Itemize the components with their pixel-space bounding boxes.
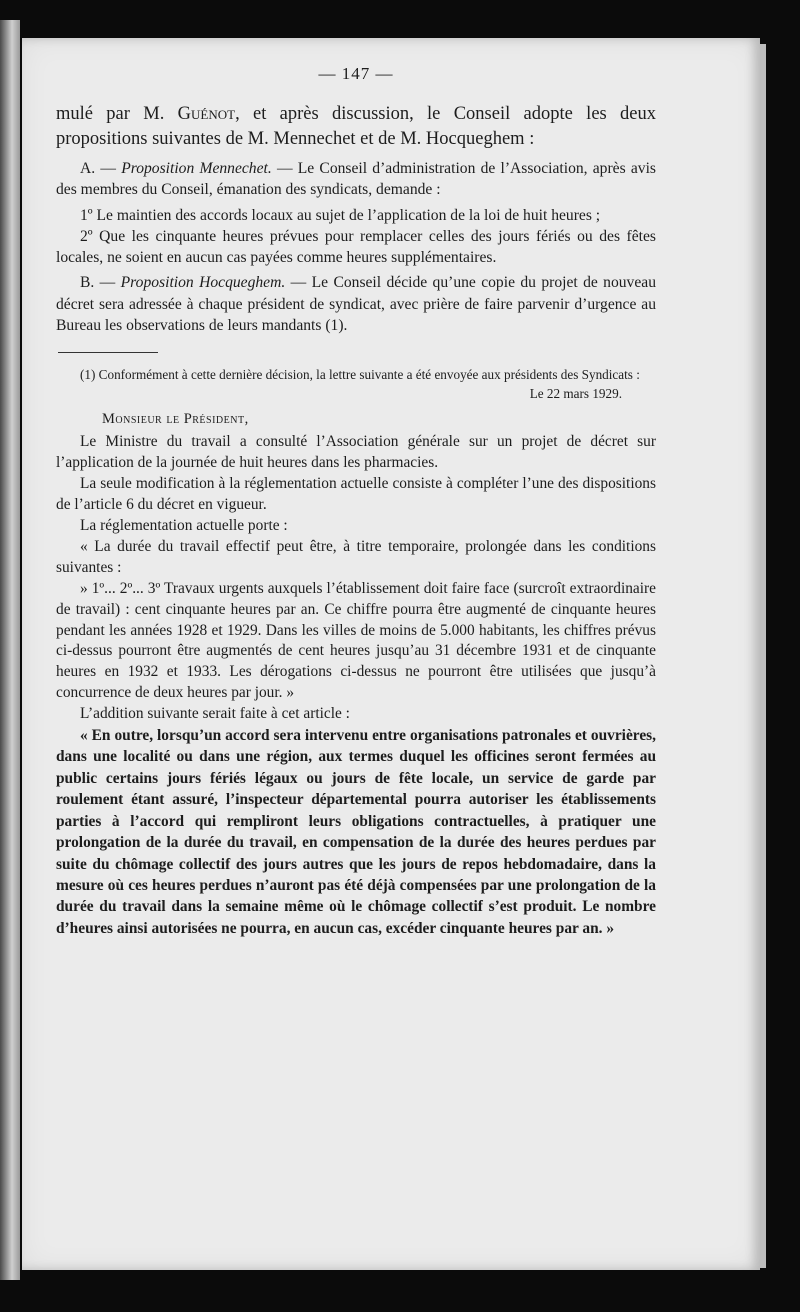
intro-text-2: , et après discussion, le Conseil adopte les deux propositions suivantes de M. Mennechet et de M. Hocqueghem :: [56, 104, 657, 149]
intro-paragraph: [56, 102, 656, 152]
proposition-a: [56, 158, 656, 201]
page-edge-shadow: [760, 44, 766, 1268]
footnote-text: (1) Conformément à cette dernière décision, la lettre suivante a été envoyée aux présidents des Syndicats :: [80, 367, 640, 383]
demand-2: 2º Que les cinquante heures prévues pour remplacer celles des jours fériés ou des fêtes locales, ne soient en aucun cas payées comme heures supplémentaires.: [56, 227, 656, 267]
proposition-b-text: — Le Conseil décide qu’une copie du projet de nouveau décret sera adressée à chaque président de syndicat, avec prière de faire parvenir d’urgence au Bureau les observations de leurs mandants (1).: [56, 274, 656, 335]
letter-paragraph-2: La seule modification à la réglementation actuelle consiste à compléter l’une des dispositions de l’article 6 du décret en vigueur.: [56, 475, 656, 514]
letter-paragraph-3: La réglementation actuelle porte :: [80, 517, 288, 534]
adjacent-page-edge: [0, 20, 20, 1280]
footnote-separator: [58, 352, 158, 353]
intro-text-1: mulé par M.: [56, 104, 178, 124]
page-content: [56, 64, 656, 939]
letter-paragraph-1: Le Ministre du travail a consulté l’Association générale sur un projet de décret sur l’application de la journée de huit heures dans les pharmacies.: [56, 433, 656, 472]
letter-salutation: Monsieur le Président,: [102, 411, 249, 428]
proposition-b: [56, 272, 656, 336]
proposition-a-text: — Le Conseil d’administration de l’Association, après avis des membres du Conseil, émanation des syndicats, demande :: [56, 160, 656, 199]
intro-name: Guénot: [177, 104, 236, 124]
letter-date: Le 22 mars 1929.: [529, 386, 622, 402]
letter-paragraph-7: « En outre, lorsqu’un accord sera intervenu entre organisations patronales et ouvrières, dans une localité ou dans une région, aux termes duquel les officines seront fermées au public certains jours fériés légaux ou jours de fête locale, un service de garde par roulement étant assuré, l’inspecteur départemental pourra autoriser les établissements parties à l’accord qui rempliront leurs obligations contractuelles, à pratiquer une prolongation de la durée du travail, en compensation de la durée des heures perdues par suite du chômage collectif des jours autres que les jours de repos hebdomadaire, dans la mesure où ces heures perdues n’auront pas été déjà compensées par une prolongation de la durée du travail dans la semaine même où le chômage collectif s’est produit. Le nombre d’heures ainsi autorisées ne pourra, en aucun cas, excéder cinquante heures par an. »: [56, 727, 656, 937]
page-number: — 147 —: [318, 64, 394, 83]
proposition-a-title: Proposition Mennechet.: [121, 160, 272, 177]
demand-1: 1º Le maintien des accords locaux au sujet de l’application de la loi de huit heures ;: [80, 206, 601, 224]
proposition-a-label: A. —: [80, 160, 122, 177]
proposition-b-label: B. —: [80, 274, 121, 292]
letter-paragraph-6: L’addition suivante serait faite à cet article :: [80, 705, 350, 723]
proposition-b-title: Proposition Hocqueghem.: [120, 274, 286, 292]
letter-paragraph-5: » 1º... 2º... 3º Travaux urgents auxquels l’établissement doit faire face (surcroît extraordinaire de travail) : cent cinquante heures par an. Ce chiffre pourra être augmenté de cinquante heures pendant les années 1928 et 1929. Dans les villes de moins de 5.000 habitants, les chiffres prévus ci-dessus pourront être augmentés de cent heures jusqu’au 31 décembre 1931 et de cinquante heures en 1932 et 1933. Les dérogations ci-dessus ne pourront être utilisées que jusqu’à concurrence de deux heures par jour. »: [56, 579, 656, 702]
letter-paragraph-4: « La durée du travail effectif peut être, à titre temporaire, prolongée dans les conditions suivantes :: [56, 537, 656, 576]
